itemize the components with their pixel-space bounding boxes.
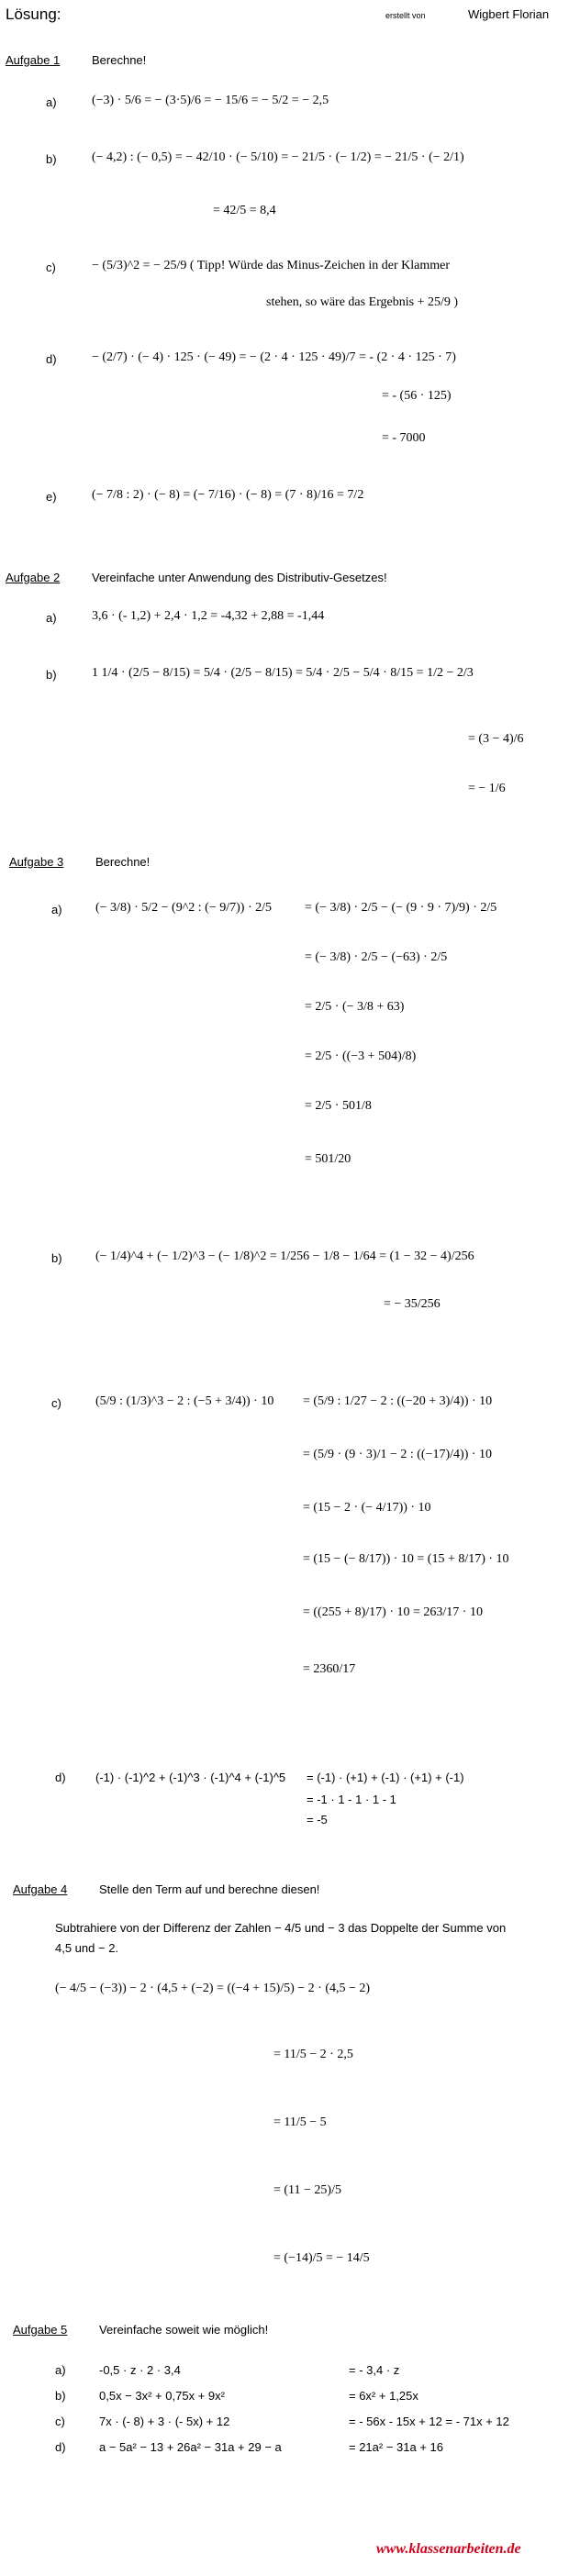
math-line: = (5/9 : 1/27 − 2 : ((−20 + 3)/4)) · 10 xyxy=(303,1394,493,1408)
subtask-letter: d) xyxy=(46,352,57,366)
task-label: Aufgabe 5 xyxy=(13,2323,68,2337)
math-line: a − 5a² − 13 + 26a² − 31a + 29 − a xyxy=(99,2440,282,2454)
math-line: = 21a² − 31a + 16 xyxy=(349,2440,444,2454)
subtask-letter: c) xyxy=(51,1396,61,1410)
math-line: = (11 − 25)/5 xyxy=(273,2183,341,2197)
math-line: − (2/7) · (− 4) · 125 · (− 49) = − (2 · 4 · 125 · 49)/7 = - (2 · 4 · 125 · 7) xyxy=(92,350,456,364)
math-line: = (-1) · (+1) + (-1) · (+1) + (-1) xyxy=(307,1771,464,1784)
math-line: = − 35/256 xyxy=(384,1297,441,1311)
task-instruction: Vereinfache soweit wie möglich! xyxy=(99,2323,269,2337)
math-line: = - 7000 xyxy=(382,431,426,445)
task-label: Aufgabe 1 xyxy=(6,53,61,67)
math-line: = -5 xyxy=(307,1813,328,1827)
math-line: (− 4/5 − (−3)) − 2 · (4,5 + (−2) = ((−4 + 15)/5) − 2 · (4,5 − 2) xyxy=(55,1982,371,1995)
task-instruction: Berechne! xyxy=(95,855,151,869)
math-line: (− 3/8) · 5/2 − (9^2 : (− 9/7)) · 2/5 xyxy=(95,901,273,915)
subtask-letter: a) xyxy=(51,903,62,916)
math-line: (− 4,2) : (− 0,5) = − 42/10 · (− 5/10) = − 21/5 · (− 1/2) = − 21/5 · (− 2/1) xyxy=(92,150,464,164)
math-line: 1 1/4 · (2/5 − 8/15) = 5/4 · (2/5 − 8/15) = 5/4 · 2/5 − 5/4 · 8/15 = 1/2 − 2/3 xyxy=(92,666,474,680)
math-line: (5/9 : (1/3)^3 − 2 : (−5 + 3/4)) · 10 xyxy=(95,1394,274,1408)
subtask-letter: b) xyxy=(46,152,57,166)
subtask-letter: b) xyxy=(46,668,57,682)
math-line: = 501/20 xyxy=(305,1152,351,1166)
subtask-letter: e) xyxy=(46,490,57,504)
math-line: = (15 − (− 8/17)) · 10 = (15 + 8/17) · 10 xyxy=(303,1552,509,1566)
subtask-letter: d) xyxy=(55,1771,66,1784)
subtask-letter: a) xyxy=(46,611,57,625)
math-line: = 2360/17 xyxy=(303,1662,356,1676)
math-line: = − 1/6 xyxy=(468,782,506,795)
math-line: = 42/5 = 8,4 xyxy=(213,204,276,217)
subtask-letter: b) xyxy=(55,2389,66,2403)
created-by-label: erstellt von xyxy=(385,11,426,20)
task-instruction: Vereinfache unter Anwendung des Distributiv-Gesetzes! xyxy=(92,571,387,584)
task-instruction: Stelle den Term auf und berechne diesen! xyxy=(99,1882,320,1896)
math-line: (-1) · (-1)^2 + (-1)^3 · (-1)^4 + (-1)^5 xyxy=(95,1771,286,1784)
math-line: 0,5x − 3x² + 0,75x + 9x² xyxy=(99,2389,225,2403)
math-line: − (5/3)^2 = − 25/9 ( Tipp! Würde das Minus-Zeichen in der Klammer xyxy=(92,259,451,272)
subtask-letter: a) xyxy=(46,95,57,109)
math-line: = 11/5 − 5 xyxy=(273,2115,327,2129)
math-line: 7x · (- 8) + 3 · (- 5x) + 12 xyxy=(99,2415,230,2428)
math-line: = - 56x - 15x + 12 = - 71x + 12 xyxy=(349,2415,509,2428)
task-label: Aufgabe 4 xyxy=(13,1882,68,1896)
math-line: (− 1/4)^4 + (− 1/2)^3 − (− 1/8)^2 = 1/256 − 1/8 − 1/64 = (1 − 32 − 4)/256 xyxy=(95,1249,474,1263)
task-label: Aufgabe 2 xyxy=(6,571,61,584)
math-line: = (− 3/8) · 2/5 − (− (9 · 9 · 7)/9) · 2/5 xyxy=(305,901,497,915)
math-line: = -1 · 1 - 1 · 1 - 1 xyxy=(307,1793,396,1806)
math-line: stehen, so wäre das Ergebnis + 25/9 ) xyxy=(266,295,459,309)
math-line: = - (56 · 125) xyxy=(382,389,452,403)
math-line: (− 7/8 : 2) · (− 8) = (− 7/16) · (− 8) = (7 · 8)/16 = 7/2 xyxy=(92,488,364,502)
subtask-letter: b) xyxy=(51,1251,62,1265)
math-line: (−3) · 5/6 = − (3·5)/6 = − 15/6 = − 5/2 = − 2,5 xyxy=(92,94,329,107)
math-line: = (3 − 4)/6 xyxy=(468,732,524,746)
math-line: -0,5 · z · 2 · 3,4 xyxy=(99,2363,181,2377)
math-line: = (− 3/8) · 2/5 − (−63) · 2/5 xyxy=(305,950,448,964)
task-text: 4,5 und − 2. xyxy=(55,1941,119,1955)
page-title: Lösung: xyxy=(6,6,61,23)
math-line: = 6x² + 1,25x xyxy=(349,2389,418,2403)
footer-watermark: www.klassenarbeiten.de xyxy=(376,2541,521,2557)
math-line: = (−14)/5 = − 14/5 xyxy=(273,2251,370,2265)
task-label: Aufgabe 3 xyxy=(9,855,64,869)
math-line: = 11/5 − 2 · 2,5 xyxy=(273,2048,353,2061)
subtask-letter: a) xyxy=(55,2363,66,2377)
author-name: Wigbert Florian xyxy=(468,7,550,21)
math-line: = 2/5 · 501/8 xyxy=(305,1099,372,1113)
math-line: = 2/5 · (− 3/8 + 63) xyxy=(305,1000,405,1014)
math-line: = ((255 + 8)/17) · 10 = 263/17 · 10 xyxy=(303,1605,483,1619)
task-instruction: Berechne! xyxy=(92,53,147,67)
subtask-letter: d) xyxy=(55,2440,66,2454)
task-text: Subtrahiere von der Differenz der Zahlen − 4/5 und − 3 das Doppelte der Summe von xyxy=(55,1921,507,1935)
math-line: = (5/9 · (9 · 3)/1 − 2 : ((−17)/4)) · 10 xyxy=(303,1448,493,1461)
math-line: 3,6 · (- 1,2) + 2,4 · 1,2 = -4,32 + 2,88 = -1,44 xyxy=(92,609,325,623)
math-line: = - 3,4 · z xyxy=(349,2363,400,2377)
subtask-letter: c) xyxy=(46,261,56,274)
subtask-letter: c) xyxy=(55,2415,65,2428)
math-line: = 2/5 · ((−3 + 504)/8) xyxy=(305,1049,417,1063)
math-line: = (15 − 2 · (− 4/17)) · 10 xyxy=(303,1501,431,1515)
